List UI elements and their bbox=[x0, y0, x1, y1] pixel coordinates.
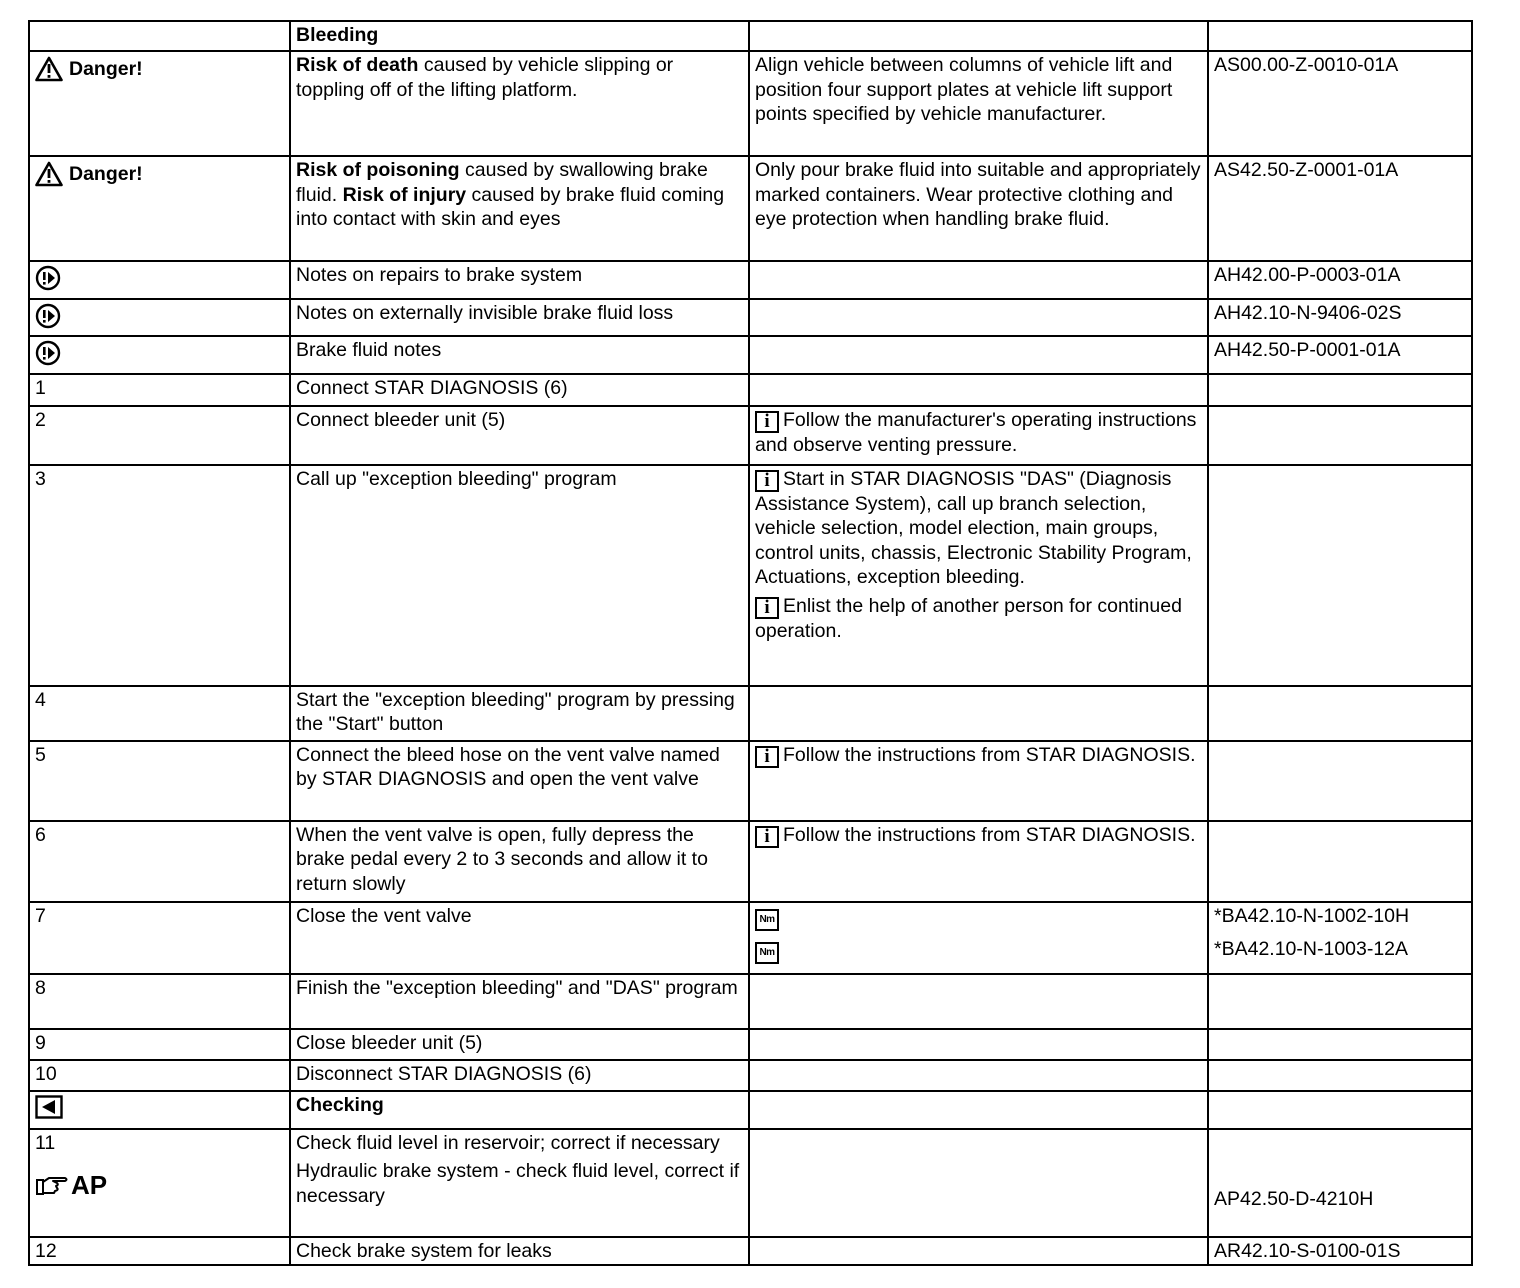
step-row-9 bbox=[29, 1029, 1472, 1060]
risk-description-2: caused by brake fluid coming into contact with skin and eyes bbox=[296, 183, 725, 230]
step-row-7 bbox=[29, 902, 1472, 974]
step-text: Connect bleeder unit (5) bbox=[290, 406, 749, 465]
note-text: Brake fluid notes bbox=[290, 336, 749, 374]
step-number: 2 bbox=[29, 406, 290, 465]
note-circle-icon bbox=[35, 340, 61, 366]
info-text: Follow the manufacturer's operating instructions and observe venting pressure. bbox=[755, 408, 1197, 456]
info-block-2 bbox=[755, 594, 1202, 644]
note-text: Notes on repairs to brake system bbox=[290, 261, 749, 299]
risk-description: caused by vehicle slipping or toppling off of the lifting platform. bbox=[296, 54, 674, 101]
note-row-1 bbox=[29, 261, 1472, 299]
step-row-1 bbox=[29, 374, 1472, 406]
step-number: 3 bbox=[29, 465, 290, 686]
step-number: 9 bbox=[29, 1029, 290, 1060]
note-circle-icon bbox=[35, 303, 61, 329]
reference-link[interactable]: AS00.00-Z-0010-01A bbox=[1208, 51, 1472, 156]
reference-link[interactable]: AS42.50-Z-0001-01A bbox=[1208, 156, 1472, 261]
step-text: Call up "exception bleeding" program bbox=[290, 465, 749, 686]
step-text: Close the vent valve bbox=[290, 902, 749, 974]
reference-link[interactable]: AH42.10-N-9406-02S bbox=[1208, 299, 1472, 337]
torque-nm-icon: Nm bbox=[755, 942, 779, 964]
step-text: Connect STAR DIAGNOSIS (6) bbox=[290, 374, 749, 406]
reference-link[interactable]: *BA42.10-N-1002-10H bbox=[1214, 904, 1410, 927]
step-number: 12 bbox=[29, 1237, 290, 1265]
step-number: 1 bbox=[29, 374, 290, 406]
danger-label: Danger! bbox=[69, 57, 143, 80]
checking-label: Checking bbox=[290, 1091, 749, 1129]
warning-triangle-icon bbox=[35, 56, 63, 82]
ap-reference-symbol bbox=[35, 1170, 108, 1200]
reference-link[interactable]: AR42.10-S-0100-01S bbox=[1208, 1237, 1472, 1265]
info-icon: i bbox=[755, 597, 779, 619]
danger-row-2 bbox=[29, 156, 1472, 261]
info-icon: i bbox=[755, 746, 779, 768]
procedure-table bbox=[28, 20, 1473, 1266]
info-icon: i bbox=[755, 470, 779, 492]
danger-symbol bbox=[35, 56, 143, 82]
info-icon: i bbox=[755, 826, 779, 848]
note-row-2 bbox=[29, 299, 1472, 337]
step-row-11 bbox=[29, 1129, 1472, 1237]
risk-title-2: Risk of injury bbox=[342, 183, 467, 206]
ap-label: AP bbox=[71, 1170, 108, 1200]
step-number: 11 bbox=[35, 1131, 56, 1154]
step-number: 6 bbox=[29, 821, 290, 902]
step-row-8 bbox=[29, 974, 1472, 1029]
reference-link[interactable]: AP42.50-D-4210H bbox=[1214, 1187, 1374, 1210]
step-number: 5 bbox=[29, 741, 290, 821]
warning-triangle-icon bbox=[35, 161, 63, 187]
section-title: Bleeding bbox=[290, 21, 749, 51]
note-circle-icon bbox=[35, 265, 61, 291]
note-row-3 bbox=[29, 336, 1472, 374]
safety-measure: Align vehicle between columns of vehicle lift and position four support plates at vehicle lift support points specified by vehicle manufacturer. bbox=[749, 51, 1208, 156]
reference-link[interactable]: *BA42.10-N-1003-12A bbox=[1214, 937, 1409, 960]
step-text: Start the "exception bleeding" program by pressing the "Start" button bbox=[290, 686, 749, 741]
step-row-6 bbox=[29, 821, 1472, 902]
checking-row bbox=[29, 1091, 1472, 1129]
step-text: Finish the "exception bleeding" and "DAS" program bbox=[290, 974, 749, 1029]
step-row-3 bbox=[29, 465, 1472, 686]
step-text: Disconnect STAR DIAGNOSIS (6) bbox=[290, 1060, 749, 1091]
step-text: When the vent valve is open, fully depress the brake pedal every 2 to 3 seconds and allow it to return slowly bbox=[290, 821, 749, 902]
step-text: Close bleeder unit (5) bbox=[290, 1029, 749, 1060]
step-row-4 bbox=[29, 686, 1472, 741]
info-text: Follow the instructions from STAR DIAGNOSIS. bbox=[783, 743, 1196, 766]
reference-link[interactable]: AH42.50-P-0001-01A bbox=[1208, 336, 1472, 374]
note-text: Notes on externally invisible brake fluid loss bbox=[290, 299, 749, 337]
risk-title: Risk of poisoning bbox=[296, 159, 460, 181]
risk-description: caused by swallowing brake fluid. bbox=[296, 159, 708, 206]
danger-symbol bbox=[35, 161, 143, 187]
info-text-2: Enlist the help of another person for continued operation. bbox=[755, 594, 1182, 642]
checking-triangle-icon bbox=[35, 1095, 63, 1119]
step-row-10 bbox=[29, 1060, 1472, 1091]
reference-link[interactable]: AH42.00-P-0003-01A bbox=[1208, 261, 1472, 299]
info-block bbox=[755, 467, 1202, 590]
step-number: 7 bbox=[29, 902, 290, 974]
torque-nm-icon: Nm bbox=[755, 909, 779, 931]
step-text: Connect the bleed hose on the vent valve named by STAR DIAGNOSIS and open the vent valve bbox=[290, 741, 749, 821]
step-row-5 bbox=[29, 741, 1472, 821]
pointing-hand-icon bbox=[35, 1174, 69, 1196]
step-number: 10 bbox=[29, 1060, 290, 1091]
risk-title: Risk of death bbox=[296, 54, 419, 76]
step-text: Check fluid level in reservoir; correct if necessary bbox=[296, 1131, 720, 1154]
danger-row-1 bbox=[29, 51, 1472, 156]
step-number: 4 bbox=[29, 686, 290, 741]
info-text: Start in STAR DIAGNOSIS "DAS" (Diagnosis Assistance System), call up branch selection, vehicle selection, model election, main groups, control units, chassis, Electronic Stability Program, Actuations, exception bleeding. bbox=[755, 467, 1192, 588]
step-number: 8 bbox=[29, 974, 290, 1029]
ap-text: Hydraulic brake system - check fluid level, correct if necessary bbox=[296, 1160, 740, 1207]
title-row bbox=[29, 21, 1472, 51]
step-row-2 bbox=[29, 406, 1472, 465]
step-text: Check brake system for leaks bbox=[290, 1237, 749, 1265]
info-icon: i bbox=[755, 411, 779, 433]
danger-label: Danger! bbox=[69, 162, 143, 185]
step-row-12 bbox=[29, 1237, 1472, 1265]
safety-measure: Only pour brake fluid into suitable and appropriately marked containers. Wear protective clothing and eye protection when handling brake fluid. bbox=[749, 156, 1208, 261]
info-text: Follow the instructions from STAR DIAGNOSIS. bbox=[783, 823, 1196, 846]
